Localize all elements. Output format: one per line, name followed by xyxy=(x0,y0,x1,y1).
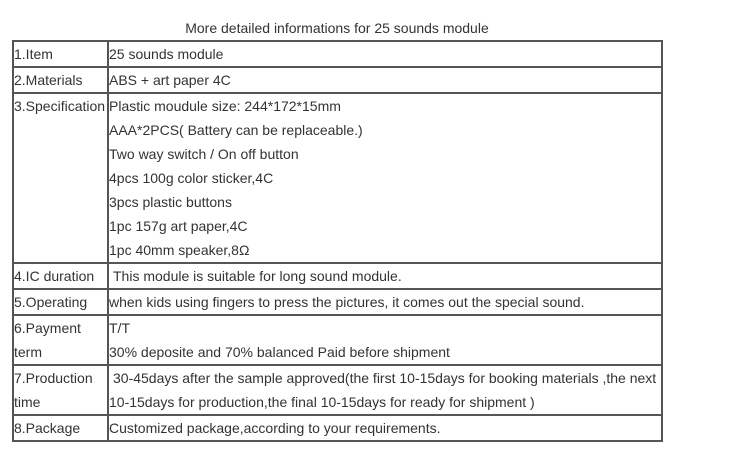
row-value-text: 30% deposite and 70% balanced Paid before shipment xyxy=(109,344,450,360)
row-value-text: Plastic moudule size: 244*172*15mm xyxy=(109,98,341,114)
row-value-text: T/T xyxy=(109,320,130,336)
row-label-text: term xyxy=(14,344,42,360)
table-row xyxy=(13,415,662,441)
page-title: More detailed informations for 25 sounds module xyxy=(185,20,489,36)
table-row xyxy=(13,93,662,263)
row-label xyxy=(13,365,108,415)
row-label xyxy=(13,315,108,365)
row-value-text: 1pc 40mm speaker,8Ω xyxy=(109,242,250,258)
row-value xyxy=(108,41,662,67)
table-row xyxy=(13,315,662,365)
row-value-text: AAA*2PCS( Battery can be replaceable.) xyxy=(109,122,363,138)
row-label xyxy=(13,415,108,441)
row-label-text: time xyxy=(14,394,41,410)
row-label-text: 2.Materials xyxy=(14,72,83,88)
row-label-text: 3.Specification xyxy=(14,98,106,114)
row-value-text: Customized package,according to your requirements. xyxy=(109,420,441,436)
table-row xyxy=(13,263,662,289)
spec-table xyxy=(12,40,663,442)
row-label xyxy=(13,41,108,67)
row-label xyxy=(13,93,108,263)
row-label xyxy=(13,289,108,315)
row-value-text: when kids using fingers to press the pictures, it comes out the special sound. xyxy=(109,294,585,310)
row-value xyxy=(108,67,662,93)
row-label-text: 7.Production xyxy=(14,370,93,386)
row-label-text: 1.Item xyxy=(14,46,53,62)
table-row xyxy=(13,67,662,93)
table-row xyxy=(13,289,662,315)
row-value-text: ABS + art paper 4C xyxy=(109,72,231,88)
row-label-text: 5.Operating xyxy=(14,294,88,310)
row-value-text: 4pcs 100g color sticker,4C xyxy=(109,170,274,186)
table-row xyxy=(13,41,662,67)
row-label xyxy=(13,263,108,289)
row-value xyxy=(108,93,662,263)
row-value xyxy=(108,263,662,289)
row-label xyxy=(13,67,108,93)
row-value-text: 25 sounds module xyxy=(109,46,224,62)
row-label-text: 6.Payment xyxy=(14,320,81,336)
row-value-text: 10-15days for production,the final 10-15days for ready for shipment ) xyxy=(109,394,535,410)
row-label-text: 8.Package xyxy=(14,420,81,436)
row-value-text: 30-45days after the sample approved(the first 10-15days for booking materials ,the next xyxy=(113,370,657,386)
row-value-text: Two way switch / On off button xyxy=(109,146,299,162)
row-label-text: 4.IC duration xyxy=(14,268,95,284)
row-value xyxy=(108,415,662,441)
row-value xyxy=(108,365,662,415)
row-value-text: 1pc 157g art paper,4C xyxy=(109,218,248,234)
row-value xyxy=(108,289,662,315)
row-value-text: 3pcs plastic buttons xyxy=(109,194,232,210)
table-row xyxy=(13,365,662,415)
row-value-text: This module is suitable for long sound module. xyxy=(113,268,402,284)
row-value xyxy=(108,315,662,365)
